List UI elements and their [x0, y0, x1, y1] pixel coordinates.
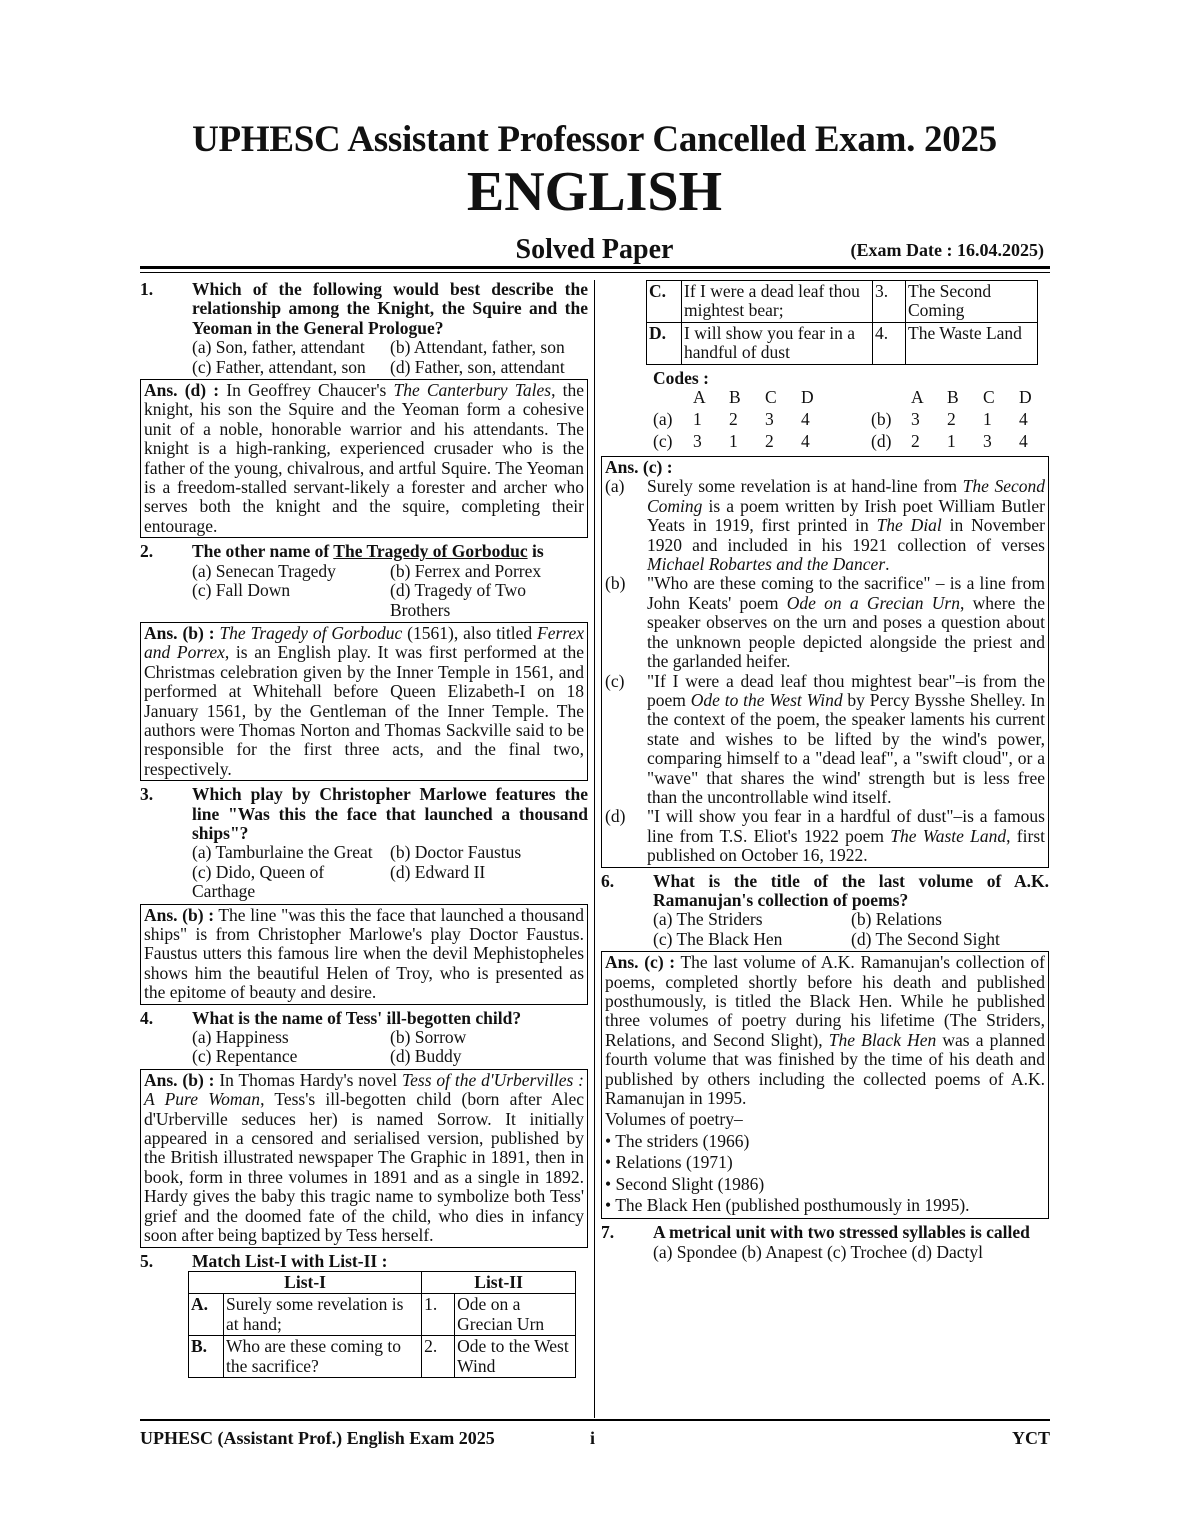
- table-row: C. If I were a dead leaf thou mightest bear; 3. The Second Coming: [647, 281, 1038, 323]
- question-5: 5. Match List-I with List-II :: [140, 1250, 388, 1271]
- codes-label: Codes :: [653, 367, 709, 388]
- footer-right: YCT: [1011, 1428, 1050, 1448]
- exam-date: (Exam Date : 16.04.2025): [850, 240, 1044, 260]
- left-column: [140, 280, 588, 1378]
- question-2-options: (a) Senecan Tragedy (b) Ferrex and Porrex (c) Fall Down (d) Tragedy of Two Brothers: [192, 560, 542, 620]
- answer-5: Ans. (c) : (a) Surely some revelation is at hand-line from The Second Coming is a poem written by Irish poet William Butler Yeats in 1919, first printed in The Dial in November 1920 and included in his 1921 collection of verses Michael Robartes and the Dancer. (b) "Who are these coming to the sacrifice" – is a line from John Keats' poem Ode on a Grecian Urn, where the speaker observes on the urn and poses a question about the unknown people depicted alongside the priest and the garlanded heifer. (c) "If I were a dead leaf thou mightest bear"–is from the poem Ode to the West Wind by Percy Bysshe Shelley. In the context of the poem, the speaker laments his current state and wishes to be lifted by the wind's power, comparing himself to a "dead leaf", a "swift cloud", or a "wave" that shares the wind' strength but is less free than the uncontrollable wind itself. (d) "I will show you fear in a hardful of dust"–is a famous line from T.S. Eliot's 1922 poem The Waste Land, first published on October 16, 1922.: [601, 456, 1049, 868]
- answer-2: Ans. (b) : The Tragedy of Gorboduc (1561), also titled Ferrex and Porrex, is an English play. It was first performed at the Christmas celebration given by the Inner Temple in 1561, and performed at Whitehall before Queen Elizabeth-I on 18 January 1561, by the Gentleman of the Inner Temple. The authors were Thomas Norton and Thomas Sackville said to be responsible for the first three acts, and the final two, respectively.: [140, 622, 588, 781]
- exam-title: UPHESC Assistant Professor Cancelled Exam. 2025: [192, 119, 997, 160]
- right-column: [601, 280, 1049, 1262]
- question-7-options: (a) Spondee (b) Anapest (c) Trochee (d) Dactyl: [653, 1241, 983, 1262]
- question-1-options: (a) Son, father, attendant (b) Attendant, father, son (c) Father, attendant, son (d) Father, son, attendant: [192, 337, 565, 377]
- paper-subtitle: Solved Paper: [515, 234, 674, 265]
- footer-rule: [140, 1419, 1050, 1421]
- answer-1: Ans. (d) : In Geoffrey Chaucer's The Canterbury Tales, the knight, his son the Squire and the Yeoman form a cohesive unit of a noble, honorable warrior and his attendants. The knight is a high-ranking, experienced crusader who is the father of the young, chivalrous, and artful Squire. The Yeoman is a freedom-stalled servant-likely a forester and archer who serves both the knight and the squire, completing their entourage.: [140, 379, 588, 538]
- header-rule-thick: [140, 266, 1050, 269]
- header-rule-thin: [140, 272, 1050, 273]
- page-header: [0, 118, 1189, 222]
- question-3: 3. Which play by Christopher Marlowe features the line "Was this the face that launched a thousand ships"?: [140, 784, 588, 843]
- codes-grid: A B C D A B C D (a) 1 2 3 4 (b) 3 2 1 4 (c) 3 1 2 4 (d) 2 1 3 4: [653, 387, 1032, 452]
- match-table-part1: List-I List-II A. Surely some revelation is at hand; 1. Ode on a Grecian Urn B. Who are these coming to the sacrifice? 2. Ode to the West Wind: [188, 1271, 576, 1378]
- question-3-options: (a) Tamburlaine the Great (b) Doctor Faustus (c) Dido, Queen of Carthage (d) Edward II: [192, 842, 522, 902]
- table-row: D. I will show you fear in a handful of dust 4. The Waste Land: [647, 322, 1038, 364]
- question-4: 4. What is the name of Tess' ill-begotten child?: [140, 1007, 522, 1028]
- subject-title: ENGLISH: [466, 161, 723, 223]
- table-row: B. Who are these coming to the sacrifice? 2. Ode to the West Wind: [189, 1336, 576, 1378]
- question-4-options: (a) Happiness (b) Sorrow (c) Repentance (d) Buddy: [192, 1027, 467, 1067]
- footer-left: UPHESC (Assistant Prof.) English Exam 2025: [140, 1428, 495, 1448]
- question-7: 7. A metrical unit with two stressed syllables is called: [601, 1222, 1030, 1243]
- question-6: 6. What is the title of the last volume of A.K. Ramanujan's collection of poems?: [601, 870, 1049, 910]
- answer-3: Ans. (b) : The line "was this the face that launched a thousand ships" is from Christopher Marlowe's play Doctor Faustus. Faustus utters this famous lire when the devil Mephistopheles shows him the beautiful Helen of Troy, who is presented as the epitome of beauty and desire.: [140, 904, 588, 1005]
- question-1: 1. Which of the following would best describe the relationship among the Knight, the Squire and the Yeoman in the General Prologue?: [140, 279, 588, 338]
- question-2: 2. The other name of The Tragedy of Gorboduc is: [140, 541, 544, 562]
- answer-6: Ans. (c) : The last volume of A.K. Ramanujan's collection of poems, completed shortly before his death and published posthumously, is titled the Black Hen. While he published three volumes of poetry during his lifetime (The Striders, Relations, and Second Slight), The Black Hen was a planned fourth volume that was finished by the time of his death and published by others including the collected poems of A.K. Ramanujan in 1995. Volumes of poetry– • The striders (1966) • Relations (1971) • Second Slight (1986) • The Black Hen (published posthumously in 1995).: [601, 951, 1049, 1219]
- match-table-part2: [646, 280, 1038, 365]
- question-6-options: (a) The Striders (b) Relations (c) The Black Hen (d) The Second Sight: [653, 909, 1000, 949]
- page-number: i: [590, 1428, 596, 1448]
- table-row: A. Surely some revelation is at hand; 1. Ode on a Grecian Urn: [189, 1294, 576, 1336]
- answer-4: Ans. (b) : In Thomas Hardy's novel Tess of the d'Urbervilles : A Pure Woman, Tess's ill-begotten child (born after Alec d'Urberville seduces her) is named Sorrow. It initially appeared in a censored and serialised version, published by the British illustrated newspaper The Graphic in 1891, then in book, form in three volumes in 1891 and as a single in 1892. Hardy gives the baby this tragic name to symbolize both Tess' grief and the doomed fate of the child, who dies in infancy soon after being baptized by Tess herself.: [140, 1069, 588, 1248]
- column-divider: [594, 280, 595, 1418]
